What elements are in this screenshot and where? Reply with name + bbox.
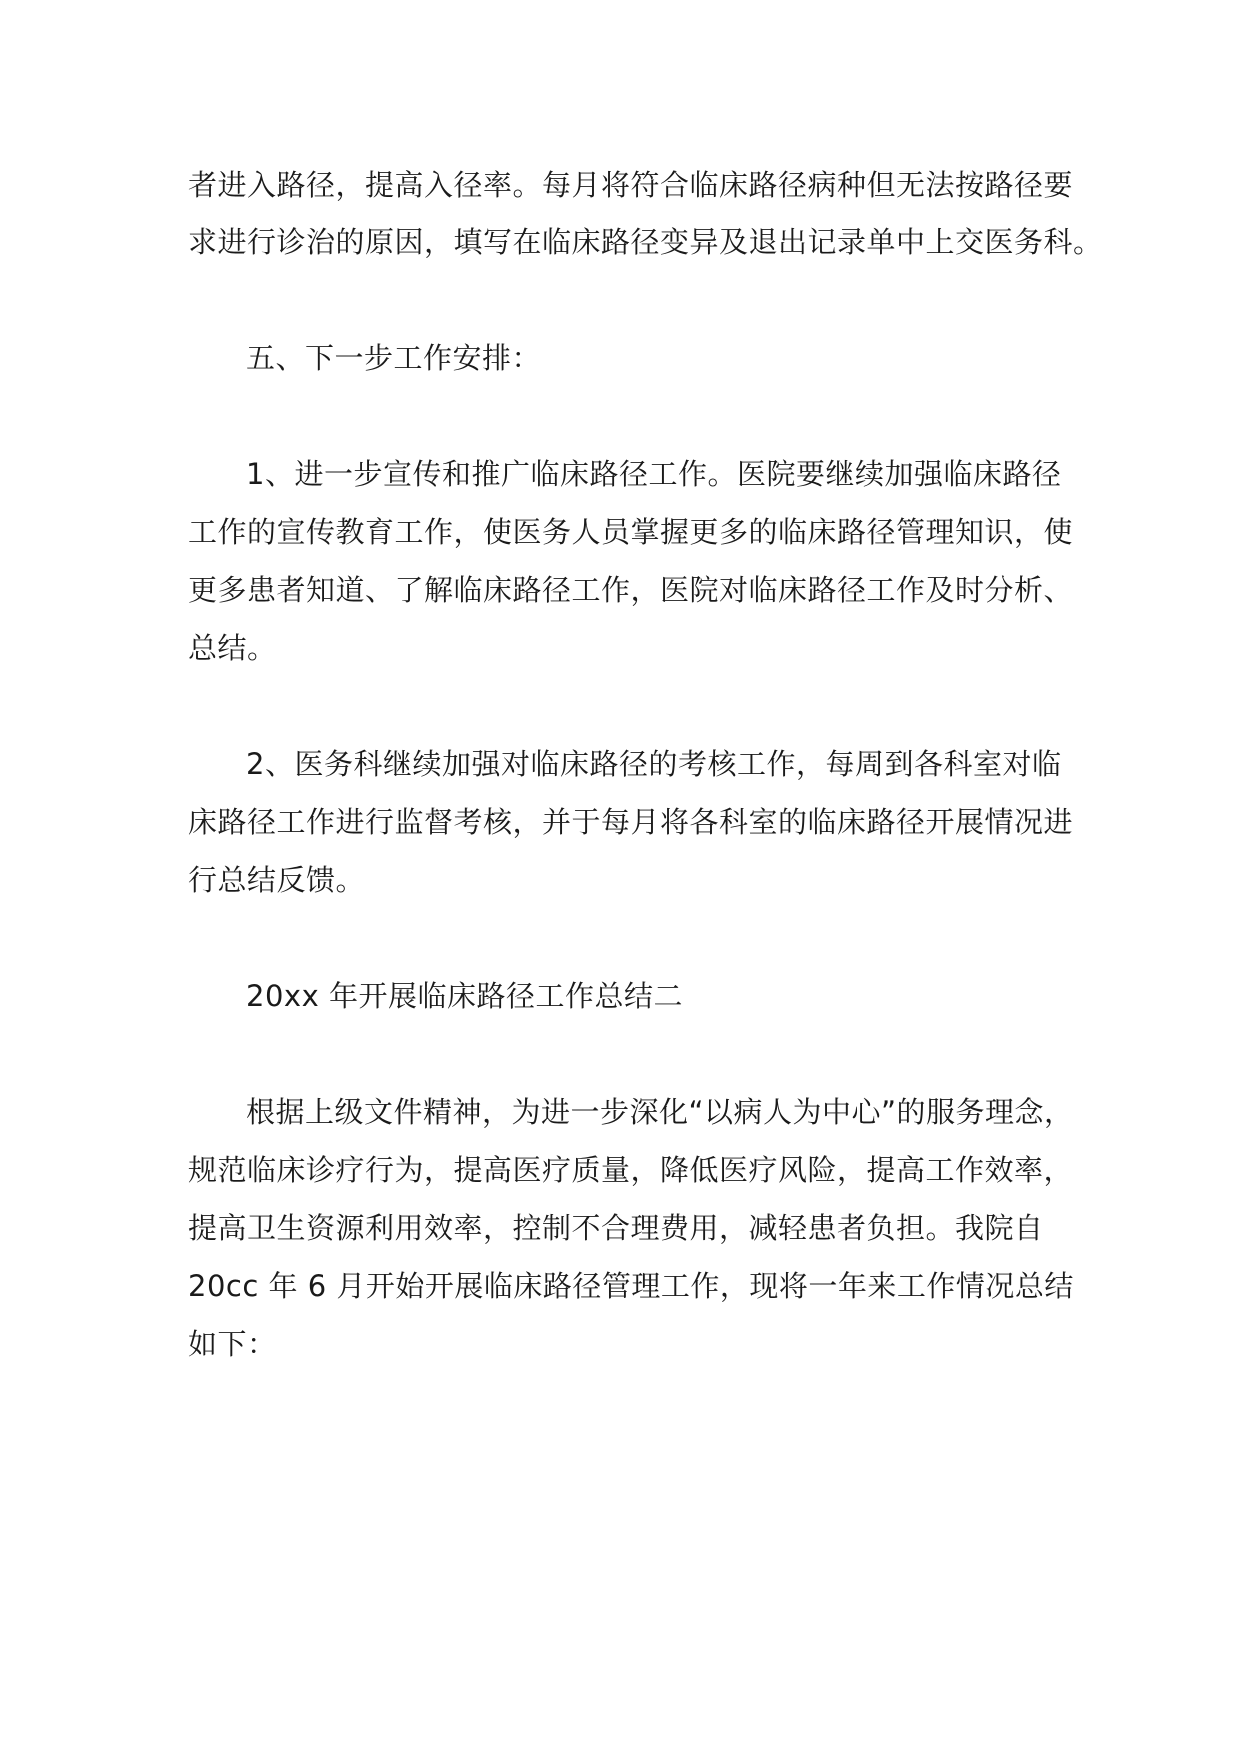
item-1-line-4: 总结。 <box>188 631 277 665</box>
item-1-line-2: 工作的宣传教育工作，使医务人员掌握更多的临床路径管理知识，使 <box>188 515 1074 549</box>
intro-line-3: 提高卫生资源利用效率，控制不合理费用，减轻患者负担。我院自 <box>188 1211 1044 1245</box>
item-2-line-1: 2、医务科继续加强对临床路径的考核工作，每周到各科室对临 <box>246 747 1062 781</box>
item-1-line-3: 更多患者知道、了解临床路径工作，医院对临床路径工作及时分析、 <box>188 573 1074 607</box>
paragraph-1-line-2: 求进行诊治的原因，填写在临床路径变异及退出记录单中上交医务科。 <box>188 225 1103 259</box>
paragraph-1-line-1: 者进入路径，提高入径率。每月将符合临床路径病种但无法按路径要 <box>188 168 1074 202</box>
section-title-summary-two: 20xx 年开展临床路径工作总结二 <box>246 979 683 1013</box>
item-1-line-1: 1、进一步宣传和推广临床路径工作。医院要继续加强临床路径 <box>246 457 1062 491</box>
intro-line-4: 20cc 年 6 月开始开展临床路径管理工作，现将一年来工作情况总结 <box>188 1269 1074 1303</box>
intro-line-2: 规范临床诊疗行为，提高医疗质量，降低医疗风险，提高工作效率， <box>188 1153 1074 1187</box>
section-heading-next-steps: 五、下一步工作安排： <box>246 341 542 375</box>
intro-line-1: 根据上级文件精神，为进一步深化“以病人为中心”的服务理念， <box>246 1095 1074 1129</box>
intro-line-5: 如下： <box>188 1327 277 1361</box>
item-2-line-2: 床路径工作进行监督考核，并于每月将各科室的临床路径开展情况进 <box>188 805 1074 839</box>
item-2-line-3: 行总结反馈。 <box>188 863 366 897</box>
